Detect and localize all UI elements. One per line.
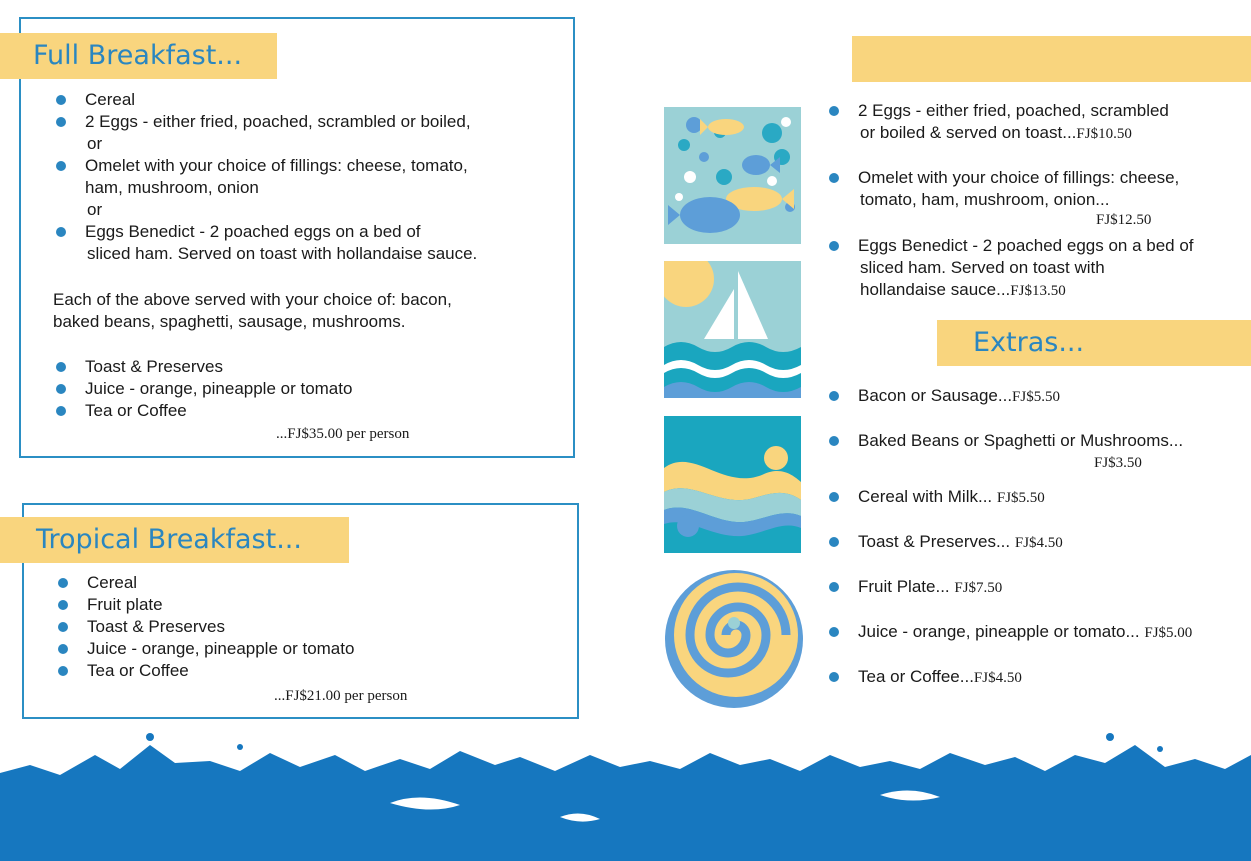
extras-list — [826, 385, 1246, 689]
wave-artwork — [664, 416, 801, 553]
list-item: Juice - orange, pineapple or tomato... FJ$5.00 — [826, 621, 1246, 644]
list-item: Tea or Coffee — [53, 400, 563, 422]
right-menu-list — [826, 100, 1246, 302]
list-item: Toast & Preserves — [53, 356, 563, 378]
tropical-breakfast-price: ...FJ$21.00 per person — [274, 688, 408, 704]
full-breakfast-price: ...FJ$35.00 per person — [276, 426, 410, 442]
list-item: Juice - orange, pineapple or tomato — [55, 638, 565, 660]
list-item: 2 Eggs - either fried, poached, scrambled or boiled, or — [53, 111, 563, 155]
list-item: Tea or Coffee — [55, 660, 565, 682]
list-item: Cereal with Milk... FJ$5.50 — [826, 486, 1246, 509]
list-item: Tea or Coffee...FJ$4.50 — [826, 666, 1246, 689]
list-item: Cereal — [55, 572, 565, 594]
list-item: Toast & Preserves... FJ$4.50 — [826, 531, 1246, 554]
list-item: Baked Beans or Spaghetti or Mushrooms... FJ$3.50 — [826, 430, 1246, 474]
fish-artwork — [664, 107, 801, 244]
list-item: Fruit plate — [55, 594, 565, 616]
tropical-breakfast-list — [55, 572, 565, 682]
list-item: Bacon or Sausage...FJ$5.50 — [826, 385, 1246, 408]
list-item: Eggs Benedict - 2 poached eggs on a bed of sliced ham. Served on toast with hollandaise sauce. — [53, 221, 563, 265]
list-item: Omelet with your choice of fillings: cheese, tomato, ham, mushroom, onion or — [53, 155, 563, 199]
full-breakfast-extras — [53, 356, 563, 422]
list-item: Eggs Benedict - 2 poached eggs on a bed of sliced ham. Served on toast with hollandaise sauce...FJ$13.50 — [826, 235, 1246, 302]
bottom-water-splash — [0, 725, 1251, 861]
full-breakfast-note: Each of the above served with your choice of: bacon, baked beans, spaghetti, sausage, mushrooms. — [53, 290, 452, 331]
list-item: Juice - orange, pineapple or tomato — [53, 378, 563, 400]
list-item: Fruit Plate... FJ$7.50 — [826, 576, 1246, 599]
list-item: 2 Eggs - either fried, poached, scrambled or boiled & served on toast...FJ$10.50 — [826, 100, 1246, 145]
spiral-artwork — [662, 567, 804, 709]
full-breakfast-title: Full Breakfast... — [0, 33, 277, 79]
tropical-breakfast-title: Tropical Breakfast... — [0, 517, 349, 563]
extras-title: Extras... — [937, 320, 1251, 366]
list-item: Toast & Preserves — [55, 616, 565, 638]
list-item: Cereal — [53, 89, 563, 111]
sailboat-artwork — [664, 261, 801, 398]
list-item: Omelet with your choice of fillings: cheese, tomato, ham, mushroom, onion... FJ$12.50 — [826, 167, 1246, 229]
right-menu-banner — [852, 36, 1251, 82]
full-breakfast-list — [53, 89, 563, 265]
